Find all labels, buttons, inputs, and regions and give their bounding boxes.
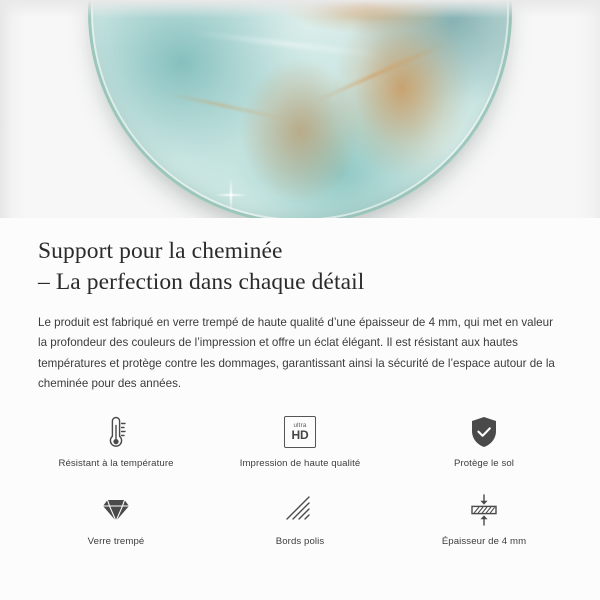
- feature-label: Résistant à la température: [58, 458, 174, 469]
- feature-label: Bords polis: [275, 536, 325, 547]
- page-edge-shadow-top: [0, 0, 600, 18]
- white-streak: [190, 30, 384, 58]
- feature-item-tempered-glass: [24, 489, 208, 567]
- shield-check-icon: [467, 411, 501, 453]
- glass-plate-product-image: [88, 0, 512, 218]
- gold-vein: [165, 92, 290, 121]
- headline-line-1: Support pour la cheminée: [38, 238, 283, 264]
- ultra-hd-badge-bottom: HD: [291, 428, 309, 443]
- content-area: [0, 218, 600, 600]
- thickness-arrows-icon: [466, 489, 502, 531]
- diamond-icon: [97, 489, 135, 531]
- feature-item-polished-edges: [208, 489, 392, 567]
- feature-label: Impression de haute qualité: [239, 458, 361, 469]
- ultra-hd-badge-top: ultra: [293, 421, 307, 429]
- feature-item-thickness: [392, 489, 576, 567]
- ultra-hd-icon: [284, 411, 316, 453]
- plate-surface: [88, 0, 512, 218]
- feature-label: Protège le sol: [453, 458, 515, 469]
- feature-grid: [0, 395, 600, 567]
- feature-item-print-quality: [208, 411, 392, 489]
- product-description: Le produit est fabriqué en verre trempé de haute qualité d’une épaisseur de 4 mm, qui met en valeur la profondeur des couleurs de l’impression et offre un éclat élégant. Il est résistant aux hautes températures et protège contre les dommages, garantissant ainsi la sécurité de l’espace autour de la cheminée pour des années.: [38, 315, 555, 391]
- feature-item-floor-protection: [392, 411, 576, 489]
- feature-label: Épaisseur de 4 mm: [441, 536, 527, 547]
- hero-image: [0, 0, 600, 218]
- polished-edges-icon: [283, 489, 317, 531]
- page-title: [0, 218, 600, 299]
- page-edge-shadow-right: [574, 0, 600, 218]
- thermometer-icon: [99, 411, 133, 453]
- headline-line-2: – La perfection dans chaque détail: [38, 269, 365, 296]
- feature-item-temperature: [24, 411, 208, 489]
- page-edge-shadow-left: [0, 0, 26, 218]
- feature-label: Verre trempé: [87, 536, 145, 547]
